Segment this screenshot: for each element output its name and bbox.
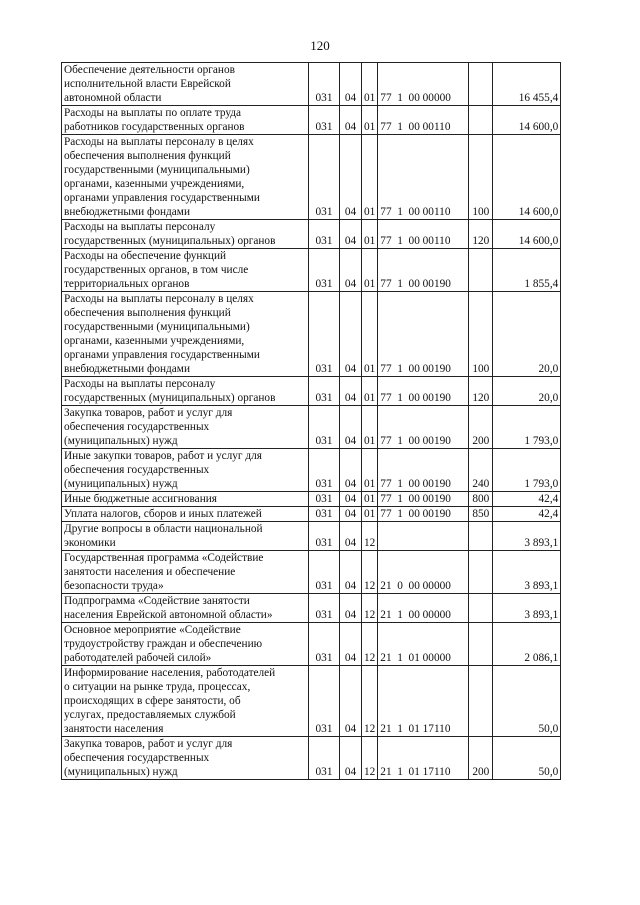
expense-type-code bbox=[469, 249, 493, 292]
budget-table bbox=[61, 62, 561, 780]
item-name bbox=[62, 522, 309, 551]
subsection-code: 12 bbox=[362, 522, 378, 551]
expense-type-code bbox=[469, 623, 493, 666]
target-article-code: 77 1 00 00190 bbox=[378, 449, 469, 492]
item-name bbox=[62, 220, 309, 249]
item-name-line: обеспечения выполнения функций bbox=[64, 307, 231, 319]
subsection-code: 12 bbox=[362, 666, 378, 737]
item-name-line: обеспечения государственных bbox=[64, 464, 210, 476]
section-code: 04 bbox=[340, 406, 362, 449]
subsection-code: 01 bbox=[362, 249, 378, 292]
amount: 20,0 bbox=[493, 377, 561, 406]
item-name-line: Другие вопросы в области национальной bbox=[64, 523, 263, 535]
section-code: 04 bbox=[340, 220, 362, 249]
item-name-line: государственных органов, в том числе bbox=[64, 264, 249, 276]
item-name bbox=[62, 249, 309, 292]
target-article-code: 21 1 01 17110 bbox=[378, 666, 469, 737]
expense-type-code: 800 bbox=[469, 492, 493, 507]
item-name-line: Уплата налогов, сборов и иных платежей bbox=[64, 508, 262, 520]
expense-type-code: 240 bbox=[469, 449, 493, 492]
item-name-line: услугах, предоставляемых службой bbox=[64, 709, 236, 721]
table-row bbox=[62, 135, 561, 220]
table-row bbox=[62, 249, 561, 292]
section-code: 04 bbox=[340, 666, 362, 737]
table-row bbox=[62, 63, 561, 106]
ministry-code: 031 bbox=[309, 377, 340, 406]
item-name-line: Основное мероприятие «Содействие bbox=[64, 624, 241, 636]
section-code: 04 bbox=[340, 737, 362, 780]
item-name-line: (муниципальных) нужд bbox=[64, 478, 178, 490]
item-name-line: происходящих в сфере занятости, об bbox=[64, 695, 241, 707]
ministry-code: 031 bbox=[309, 249, 340, 292]
item-name-line: занятости населения и обеспечение bbox=[64, 566, 236, 578]
item-name-line: органами, казенными учреждениями, bbox=[64, 335, 245, 347]
section-code: 04 bbox=[340, 249, 362, 292]
amount: 14 600,0 bbox=[493, 220, 561, 249]
amount: 14 600,0 bbox=[493, 106, 561, 135]
ministry-code: 031 bbox=[309, 551, 340, 594]
item-name-line: экономики bbox=[64, 537, 116, 549]
expense-type-code: 100 bbox=[469, 292, 493, 377]
amount: 50,0 bbox=[493, 737, 561, 780]
expense-type-code bbox=[469, 666, 493, 737]
amount: 3 893,1 bbox=[493, 551, 561, 594]
item-name-line: Иные закупки товаров, работ и услуг для bbox=[64, 450, 262, 462]
subsection-code: 01 bbox=[362, 106, 378, 135]
target-article-code: 77 1 00 00000 bbox=[378, 63, 469, 106]
item-name-line: безопасности труда» bbox=[64, 580, 164, 592]
item-name bbox=[62, 377, 309, 406]
target-article-code: 77 1 00 00190 bbox=[378, 492, 469, 507]
item-name-line: занятости населения bbox=[64, 723, 164, 735]
item-name-line: обеспечения государственных bbox=[64, 421, 210, 433]
ministry-code: 031 bbox=[309, 135, 340, 220]
item-name-line: государственными (муниципальными) bbox=[64, 321, 250, 333]
item-name bbox=[62, 63, 309, 106]
item-name-line: Расходы на обеспечение функций bbox=[64, 250, 227, 262]
section-code: 04 bbox=[340, 594, 362, 623]
section-code: 04 bbox=[340, 623, 362, 666]
section-code: 04 bbox=[340, 449, 362, 492]
subsection-code: 12 bbox=[362, 594, 378, 623]
amount: 3 893,1 bbox=[493, 522, 561, 551]
table-row bbox=[62, 507, 561, 522]
expense-type-code bbox=[469, 106, 493, 135]
subsection-code: 12 bbox=[362, 551, 378, 594]
table-row bbox=[62, 220, 561, 249]
subsection-code: 01 bbox=[362, 449, 378, 492]
item-name-line: государственных (муниципальных) органов bbox=[64, 235, 276, 247]
expense-type-code bbox=[469, 522, 493, 551]
ministry-code: 031 bbox=[309, 492, 340, 507]
item-name-line: Расходы на выплаты персоналу в целях bbox=[64, 293, 254, 305]
expense-type-code bbox=[469, 551, 493, 594]
section-code: 04 bbox=[340, 492, 362, 507]
item-name-line: населения Еврейской автономной области» bbox=[64, 609, 273, 621]
item-name bbox=[62, 292, 309, 377]
item-name bbox=[62, 666, 309, 737]
target-article-code: 21 1 01 17110 bbox=[378, 737, 469, 780]
ministry-code: 031 bbox=[309, 406, 340, 449]
ministry-code: 031 bbox=[309, 522, 340, 551]
expense-type-code: 120 bbox=[469, 377, 493, 406]
expense-type-code bbox=[469, 63, 493, 106]
item-name-line: органами, казенными учреждениями, bbox=[64, 178, 245, 190]
item-name-line: исполнительной власти Еврейской bbox=[64, 78, 231, 90]
item-name-line: автономной области bbox=[64, 92, 162, 104]
item-name-line: обеспечения выполнения функций bbox=[64, 150, 231, 162]
item-name bbox=[62, 106, 309, 135]
table-row bbox=[62, 594, 561, 623]
ministry-code: 031 bbox=[309, 594, 340, 623]
item-name-line: Информирование населения, работодателей bbox=[64, 667, 276, 679]
subsection-code: 01 bbox=[362, 377, 378, 406]
subsection-code: 01 bbox=[362, 135, 378, 220]
ministry-code: 031 bbox=[309, 449, 340, 492]
ministry-code: 031 bbox=[309, 220, 340, 249]
item-name bbox=[62, 623, 309, 666]
amount: 2 086,1 bbox=[493, 623, 561, 666]
amount: 14 600,0 bbox=[493, 135, 561, 220]
ministry-code: 031 bbox=[309, 507, 340, 522]
page-number: 120 bbox=[310, 38, 330, 53]
table-row bbox=[62, 522, 561, 551]
ministry-code: 031 bbox=[309, 106, 340, 135]
subsection-code: 12 bbox=[362, 737, 378, 780]
item-name bbox=[62, 551, 309, 594]
item-name-line: внебюджетными фондами bbox=[64, 363, 190, 375]
item-name-line: внебюджетными фондами bbox=[64, 206, 190, 218]
item-name-line: Закупка товаров, работ и услуг для bbox=[64, 407, 233, 419]
item-name-line: органами управления государственными bbox=[64, 192, 260, 204]
target-article-code: 77 1 00 00110 bbox=[378, 220, 469, 249]
table-row bbox=[62, 377, 561, 406]
table-row bbox=[62, 737, 561, 780]
table-row bbox=[62, 406, 561, 449]
ministry-code: 031 bbox=[309, 292, 340, 377]
target-article-code: 21 1 01 00000 bbox=[378, 623, 469, 666]
target-article-code: 77 1 00 00190 bbox=[378, 292, 469, 377]
section-code: 04 bbox=[340, 522, 362, 551]
target-article-code: 21 0 00 00000 bbox=[378, 551, 469, 594]
item-name-line: работников государственных органов bbox=[64, 121, 245, 133]
table-row bbox=[62, 106, 561, 135]
item-name-line: территориальных органов bbox=[64, 278, 190, 290]
table-row bbox=[62, 492, 561, 507]
item-name-line: органами управления государственными bbox=[64, 349, 260, 361]
target-article-code: 77 1 00 00190 bbox=[378, 507, 469, 522]
section-code: 04 bbox=[340, 551, 362, 594]
target-article-code: 77 1 00 00110 bbox=[378, 106, 469, 135]
amount: 42,4 bbox=[493, 492, 561, 507]
section-code: 04 bbox=[340, 63, 362, 106]
item-name-line: Расходы на выплаты персоналу bbox=[64, 221, 216, 233]
amount: 1 793,0 bbox=[493, 406, 561, 449]
item-name-line: Расходы на выплаты персоналу bbox=[64, 378, 216, 390]
table-row bbox=[62, 623, 561, 666]
amount: 16 455,4 bbox=[493, 63, 561, 106]
expense-type-code: 200 bbox=[469, 737, 493, 780]
ministry-code: 031 bbox=[309, 666, 340, 737]
amount: 50,0 bbox=[493, 666, 561, 737]
item-name-line: Подпрограмма «Содействие занятости bbox=[64, 595, 250, 607]
item-name-line: Расходы на выплаты персоналу в целях bbox=[64, 136, 254, 148]
expense-type-code: 850 bbox=[469, 507, 493, 522]
item-name-line: (муниципальных) нужд bbox=[64, 766, 178, 778]
target-article-code: 77 1 00 00110 bbox=[378, 135, 469, 220]
subsection-code: 01 bbox=[362, 507, 378, 522]
expense-type-code: 100 bbox=[469, 135, 493, 220]
table-row bbox=[62, 551, 561, 594]
table-row bbox=[62, 449, 561, 492]
item-name bbox=[62, 449, 309, 492]
item-name bbox=[62, 135, 309, 220]
target-article-code: 77 1 00 00190 bbox=[378, 249, 469, 292]
item-name bbox=[62, 737, 309, 780]
item-name bbox=[62, 492, 309, 507]
item-name-line: государственных (муниципальных) органов bbox=[64, 392, 276, 404]
subsection-code: 01 bbox=[362, 492, 378, 507]
section-code: 04 bbox=[340, 507, 362, 522]
amount: 42,4 bbox=[493, 507, 561, 522]
item-name-line: Закупка товаров, работ и услуг для bbox=[64, 738, 233, 750]
subsection-code: 01 bbox=[362, 220, 378, 249]
expense-type-code: 200 bbox=[469, 406, 493, 449]
item-name-line: работодателей рабочей силой» bbox=[64, 652, 212, 664]
amount: 1 793,0 bbox=[493, 449, 561, 492]
item-name bbox=[62, 406, 309, 449]
ministry-code: 031 bbox=[309, 63, 340, 106]
item-name bbox=[62, 507, 309, 522]
target-article-code bbox=[378, 522, 469, 551]
budget-table-body bbox=[62, 63, 561, 780]
expense-type-code: 120 bbox=[469, 220, 493, 249]
amount: 3 893,1 bbox=[493, 594, 561, 623]
ministry-code: 031 bbox=[309, 623, 340, 666]
item-name-line: Обеспечение деятельности органов bbox=[64, 64, 235, 76]
target-article-code: 77 1 00 00190 bbox=[378, 406, 469, 449]
section-code: 04 bbox=[340, 135, 362, 220]
section-code: 04 bbox=[340, 377, 362, 406]
subsection-code: 01 bbox=[362, 63, 378, 106]
item-name-line: обеспечения государственных bbox=[64, 752, 210, 764]
item-name bbox=[62, 594, 309, 623]
target-article-code: 21 1 00 00000 bbox=[378, 594, 469, 623]
section-code: 04 bbox=[340, 292, 362, 377]
subsection-code: 12 bbox=[362, 623, 378, 666]
item-name-line: о ситуации на рынке труда, процессах, bbox=[64, 681, 251, 693]
expense-type-code bbox=[469, 594, 493, 623]
item-name-line: трудоустройству граждан и обеспечению bbox=[64, 638, 263, 650]
item-name-line: государственными (муниципальными) bbox=[64, 164, 250, 176]
subsection-code: 01 bbox=[362, 406, 378, 449]
table-row bbox=[62, 292, 561, 377]
section-code: 04 bbox=[340, 106, 362, 135]
item-name-line: Иные бюджетные ассигнования bbox=[64, 493, 217, 505]
item-name-line: (муниципальных) нужд bbox=[64, 435, 178, 447]
item-name-line: Расходы на выплаты по оплате труда bbox=[64, 107, 242, 119]
item-name-line: Государственная программа «Содействие bbox=[64, 552, 264, 564]
table-row bbox=[62, 666, 561, 737]
target-article-code: 77 1 00 00190 bbox=[378, 377, 469, 406]
ministry-code: 031 bbox=[309, 737, 340, 780]
subsection-code: 01 bbox=[362, 292, 378, 377]
amount: 20,0 bbox=[493, 292, 561, 377]
amount: 1 855,4 bbox=[493, 249, 561, 292]
